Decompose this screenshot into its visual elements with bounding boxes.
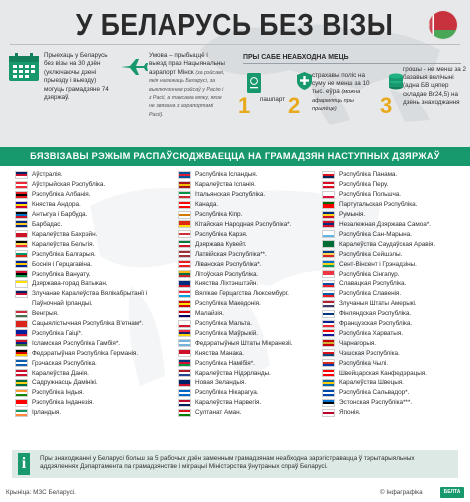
country-name: Рэспубліка Перу. [339,181,389,189]
country-name: Японія. [339,409,361,417]
country-name: Барбадас. [32,220,63,228]
country-row [322,408,462,418]
country-flag-icon [15,329,28,337]
country-name: Рэспубліка Харватыя. [339,329,403,337]
country-name: Рэспубліка Польшча. [339,191,401,199]
country-flag-icon [178,201,191,209]
country-name: Вялікае Герцагства Люксембург. [195,290,289,298]
requirements-title: ПРЫ САБЕ НЕАБХОДНА МЕЦЬ [243,54,349,61]
country-name: Рэспубліка Намібія*. [195,359,255,367]
country-name: Румынія. [339,211,366,219]
country-list [0,166,470,456]
country-column-1 [15,170,175,418]
country-name: Княства Андора. [32,201,81,209]
country-row [178,190,318,200]
country-row [178,210,318,220]
brand-text: © Інфаграфіка [380,489,423,496]
country-name: Рэспубліка Албанія. [32,191,91,199]
country-flag-icon [178,389,191,397]
requirement-insurance-text [312,72,380,113]
country-flag-icon [322,379,335,387]
country-name: Рэспубліка Панама. [339,171,398,179]
country-name: Незалежная Дзяржава Самоа*. [339,220,431,228]
country-row [178,269,318,279]
country-name: Французская Рэспубліка. [339,320,413,328]
country-name: Каралеўства Бельгія. [32,240,95,248]
country-row [15,358,175,368]
country-name: Каралеўства Іспанія. [195,181,256,189]
belta-logo: БЕЛТА [440,487,464,498]
country-flag-icon [322,409,335,417]
country-flag-icon [322,399,335,407]
country-flag-icon [15,290,28,298]
country-name: Паўночнай Ірландыі. [32,300,93,308]
stay-duration-text: Прыехаць у Беларусь без візы на 30 дзён (уключаючы дзені прыезду і выезду) могуць грамадзяне 74 дзяржаў. [44,52,109,102]
country-name: Партугальская Рэспубліка. [339,201,418,209]
registration-info-box [12,450,458,478]
country-row [15,259,175,269]
info-icon: i [18,453,30,475]
country-name: Ісламская Рэспубліка Гамбія*. [32,339,120,347]
shield-icon [296,71,313,91]
country-flag-icon [178,230,191,238]
country-row [15,249,175,259]
country-row [322,289,462,299]
country-row [15,170,175,180]
country-row [15,348,175,358]
country-flag-icon [322,250,335,258]
requirement-number-1: 1 [238,93,251,118]
country-row [15,319,175,329]
country-flag-icon [15,230,28,238]
country-flag-icon [178,181,191,189]
country-flag-icon [178,211,191,219]
country-name: Літоўская Рэспубліка. [195,270,259,278]
country-row [178,249,318,259]
country-flag-icon [178,399,191,407]
country-row [15,269,175,279]
country-name: Рэспубліка Чылі. [339,359,389,367]
country-name: Каралеўства Нарвегія. [195,399,262,407]
country-name: Малайзія. [195,310,224,318]
country-flag-icon [178,379,191,387]
country-name: Аўстрыйская Рэспубліка. [32,181,106,189]
country-name: Чэшская Рэспубліка. [339,349,400,357]
requirement-insurance-main: страхавы поліс на суму не менш за 10 тыс. еўра [312,72,370,96]
passport-icon [246,72,262,94]
country-flag-icon [178,359,191,367]
country-flag-icon [322,300,335,308]
country-row [322,180,462,190]
country-flag-icon [15,211,28,219]
country-row [178,259,318,269]
country-flag-icon [178,260,191,268]
country-row [15,239,175,249]
country-flag-icon [322,270,335,278]
country-name: Аўстралія. [32,171,63,179]
country-flag-icon [322,310,335,318]
country-row [322,200,462,210]
country-row [15,378,175,388]
country-flag-icon [178,171,191,179]
country-row [178,279,318,289]
country-row [178,309,318,319]
country-row [322,249,462,259]
country-row [178,378,318,388]
country-flag-icon [178,300,191,308]
country-name: Італьянская Рэспубліка. [195,191,266,199]
requirement-number-2: 2 [288,93,301,118]
country-flag-icon [178,191,191,199]
country-flag-icon [15,320,28,328]
country-row [178,289,318,299]
country-flag-icon [322,339,335,347]
country-flag-icon [178,310,191,318]
country-name: Венгрыя. [32,310,59,318]
country-flag-icon [15,379,28,387]
country-row [322,170,462,180]
country-flag-icon [178,369,191,377]
country-name: Эстонская Рэспубліка***. [339,399,413,407]
country-row [322,398,462,408]
country-row [322,190,462,200]
source-text: Крыніца: МЗС Беларусі. [6,489,76,496]
country-flag-icon [178,290,191,298]
country-row [15,210,175,220]
country-name: Славацкая Рэспубліка. [339,280,407,288]
country-flag-icon [322,201,335,209]
country-name: Каралеўства Данія. [32,369,89,377]
country-name: Княства Манака. [195,349,245,357]
country-flag-icon [15,399,28,407]
country-name: Рэспубліка Ісландыя. [195,171,258,179]
country-name: Рэспубліка Маўрыкій. [195,329,258,337]
country-row [178,200,318,210]
country-flag-icon [178,349,191,357]
country-flag-icon [15,270,28,278]
country-flag-icon [15,339,28,347]
country-name: Сацыялістычная Рэспубліка В'етнам*. [32,320,144,328]
country-row [322,388,462,398]
requirement-passport-text: пашпарт [260,96,286,103]
country-flag-icon [178,339,191,347]
country-name: Федэратыўная Рэспубліка Германія. [32,349,139,357]
country-name: Каралеўства Нідэрланды. [195,369,271,377]
country-name: Швейцарская Канфедэрацыя. [339,369,427,377]
country-flag-icon [322,260,335,268]
country-flag-icon [322,369,335,377]
country-name: Каралеўства Саудаўская Аравія. [339,240,436,248]
country-row [15,388,175,398]
country-row [15,220,175,230]
country-row [178,408,318,418]
country-name: Рэспубліка Інданезія. [32,399,95,407]
country-row [322,220,462,230]
country-flag-icon [178,220,191,228]
country-flag-icon [15,310,28,318]
country-name: Дзяржава-горад Ватыкан. [32,280,108,288]
country-row [322,299,462,309]
country-flag-icon [178,280,191,288]
page-title: У БЕЛАРУСЬ БЕЗ ВІЗЫ [76,7,394,42]
country-flag-icon [15,280,28,288]
country-flag-icon [15,181,28,189]
country-name: Фінляндская Рэспубліка. [339,310,412,318]
section-title-bar [0,147,470,166]
country-name: Рэспубліка Нікарагуа. [195,389,259,397]
requirement-number-3: 3 [380,93,393,118]
country-row [322,378,462,388]
country-name: Сент-Вінсент і Грэнадзіны. [339,260,417,268]
country-flag-icon [322,320,335,328]
country-row [322,279,462,289]
country-name: Рэспубліка Кіпр. [195,211,243,219]
entry-condition-text [149,52,227,119]
entry-condition-main: Умова – прыбыццё і выезд праз Нацыянальны аэрапорт Мінск [149,52,225,76]
country-row [322,338,462,348]
country-name: Садружнасць Дамінікі. [32,379,98,387]
country-name: Рэспубліка Сінгапур. [339,270,400,278]
country-flag-icon [15,349,28,357]
country-flag-icon [15,220,28,228]
country-row [15,180,175,190]
country-row [178,348,318,358]
country-flag-icon [322,230,335,238]
country-row [178,329,318,339]
country-name: Злучанае Каралеўства Вялікабрытанії і [32,290,148,298]
country-name: Рэспубліка Славенія. [339,290,402,298]
country-row [15,329,175,339]
country-row [322,319,462,329]
country-name: Злучаныя Штаты Амерыкі. [339,300,417,308]
country-flag-icon [322,191,335,199]
registration-info-text: Пры знаходжанні у Беларусі больш за 5 рабочых дзён заменным грамадзянам неабходна зарэгістравацца ў тэрытарыяльных аддзяленнях Дэпартамента па грамадзянстве і міграцыі Міністэрства ўнутраных спраў Беларусі. [40,455,415,471]
country-flag-icon [15,369,28,377]
country-name: Федэратыўныя Штаты Мікранезіі. [195,339,293,347]
country-name: Антыгуа і Барбуда. [32,211,88,219]
country-name: Боснія і Герцагавіна. [32,260,93,268]
country-row [15,190,175,200]
country-name: Султанат Аман. [195,409,242,417]
country-row [15,200,175,210]
country-flag-icon [322,171,335,179]
country-row [178,180,318,190]
country-flag-icon [322,211,335,219]
country-name: Ірландыя. [32,409,62,417]
country-name: Новая Зеландыя. [195,379,247,387]
header-divider [10,44,460,45]
country-name: Рэспубліка Сейшэлы. [339,250,403,258]
country-name: Рэспубліка Мальта. [195,320,252,328]
country-name: Ліванская Рэспубліка*. [195,260,262,268]
country-flag-icon [15,260,28,268]
country-row [322,269,462,279]
country-flag-icon [178,270,191,278]
country-flag-icon [322,240,335,248]
country-row [178,358,318,368]
country-name: Кітайская Народная Рэспубліка*. [195,220,292,228]
country-name: Княства Ліхтэнштэйн. [195,280,259,288]
country-name: Чарнагорыя. [339,339,377,347]
country-row [15,398,175,408]
country-flag-icon [322,349,335,357]
country-row [322,229,462,239]
country-name: Дзяржава Кувейт. [195,240,247,248]
country-flag-icon [15,250,28,258]
country-name: Латвійская Рэспубліка**. [195,250,267,258]
belarus-flag-icon [428,10,458,40]
country-column-2 [178,170,318,418]
country-row [15,309,175,319]
airplane-icon [120,58,148,76]
country-row [178,220,318,230]
country-flag-icon [15,240,28,248]
country-name: Рэспубліка Балгарыя. [32,250,96,258]
country-name: Грэчаская Рэспубліка. [32,359,97,367]
country-flag-icon [322,329,335,337]
country-name: Рэспубліка Сан-Марына. [339,230,412,238]
country-flag-icon [178,329,191,337]
country-name: Рэспубліка Македонія. [195,300,261,308]
country-row [178,398,318,408]
country-row [15,299,175,309]
country-name: Рэспубліка Вануату. [32,270,91,278]
requirement-money-text: грошы - не менш за 2 базавыя велічыні (адна БВ цяпер складае Br24,5) на дзень знаходжання [403,66,466,106]
country-row [178,239,318,249]
country-flag-icon [322,290,335,298]
country-row [322,210,462,220]
country-row [322,348,462,358]
calendar-icon [8,52,40,82]
requirements-divider [243,63,461,64]
country-name: Канада. [195,201,219,209]
section-title: БЯЗВІЗАВЫ РЭЖЫМ РАСПАЎСЮДЖВАЕЦЦА НА ГРАМАДЗЯН НАСТУПНЫХ ДЗЯРЖАЎ [30,151,440,161]
country-flag-icon [322,280,335,288]
country-row [322,358,462,368]
country-row [15,408,175,418]
country-row [178,368,318,378]
country-row [15,368,175,378]
entry-condition-note: (за рэйсамі, якія належаць Беларусі, за выключэннем рэйсаў у Расію і з Расіі, а таксама мяжу, якое не звязана з аэрапортамі Расіі). [149,69,225,118]
country-flag-icon [322,181,335,189]
country-flag-icon [15,191,28,199]
country-flag-icon [15,389,28,397]
country-flag-icon [15,359,28,367]
country-column-3 [322,170,462,418]
country-row [322,309,462,319]
country-row [178,299,318,309]
country-row [178,388,318,398]
country-row [322,329,462,339]
country-name: Рэспубліка Сальвадор*. [339,389,410,397]
country-flag-icon [178,250,191,258]
country-flag-icon [322,389,335,397]
country-row [15,289,175,299]
country-row [178,319,318,329]
country-name: Каралеўства Бахрэйн. [32,230,98,238]
country-row [15,338,175,348]
country-row [15,229,175,239]
country-flag-icon [178,409,191,417]
requirement-insurance-note: (можна афармляць пры прылёце) [312,89,361,112]
country-row [15,279,175,289]
country-row [322,239,462,249]
country-flag-icon [15,201,28,209]
country-row [322,259,462,269]
country-name: Каралеўства Швецыя. [339,379,404,387]
footer [0,484,470,502]
country-row [178,229,318,239]
country-flag-icon [178,320,191,328]
country-row [322,368,462,378]
country-flag-icon [178,240,191,248]
country-row [178,338,318,348]
country-flag-icon [322,359,335,367]
country-name: Рэспубліка Гаіці*. [32,329,83,337]
country-flag-icon [15,171,28,179]
header [0,0,470,147]
country-name: Рэспубліка Індыя. [32,389,85,397]
country-flag-icon [322,220,335,228]
country-name: Рэспубліка Карэя. [195,230,248,238]
country-row [178,170,318,180]
country-flag-icon [15,409,28,417]
